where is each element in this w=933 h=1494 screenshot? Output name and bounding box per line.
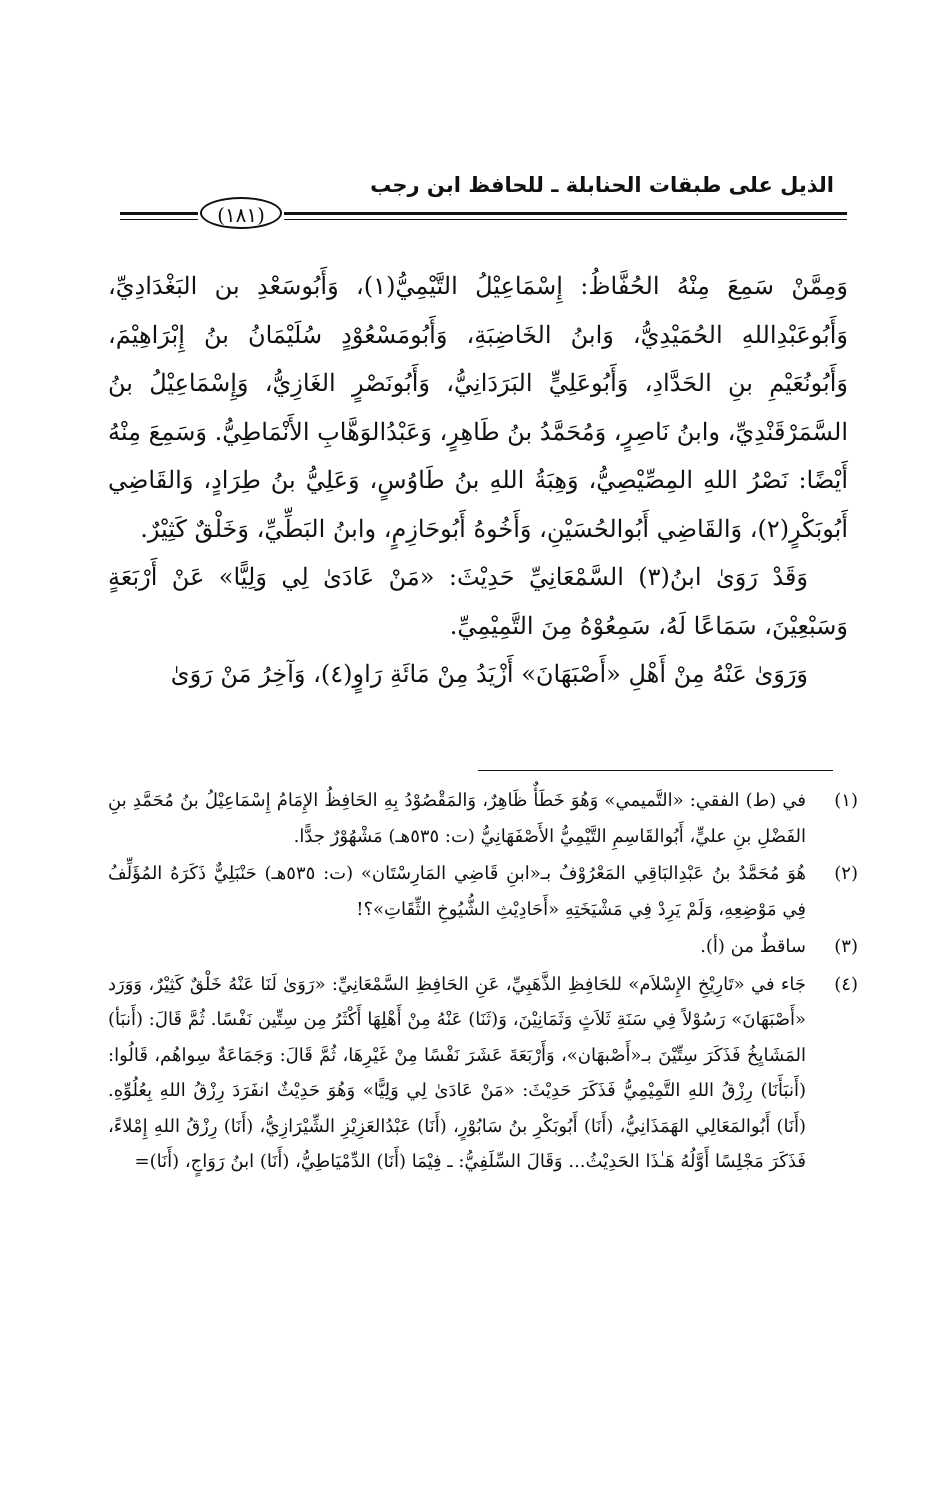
header-rule-thin-right: [284, 219, 847, 220]
footnote: [108, 929, 858, 965]
header-rule-thick-left: [120, 212, 198, 215]
footnote: [108, 856, 858, 927]
footnote-text: في (ط) الفقي: «التَّميمي» وَهُوَ خَطَأٌ ظَاهِرٌ، وَالمَقْصُوْدُ بِهِ الحَافِظُ الإِمَامُ إِسْمَاعِيْلُ بنُ مُحَمَّدِ بنِ الفَضْلِ بنِ عليٍّ، أَبُوالقَاسِمِ التَّيْمِيُّ الأَصْفَهَانِيُّ (ت: ٥٣٥هـ) مَشْهُوْرٌ جدًّا.: [108, 790, 806, 847]
footnote-text: جَاء في «تَارِيْخِ الإِسْلاَم» للحَافِظِ الذَّهَبِيِّ، عَنِ الحَافِظِ السَّمْعَانِيِّ: «رَوَىٰ لَنَا عَنْهُ خَلْقٌ كَثِيْرٌ، وَوَرَد «أَصْبَهَانَ» رَسُوْلاً فِي سَنَةِ ثَلاَثٍ وَثَمَانِيْنَ، وَ(ثَنَا) عَنْهُ مِنْ أَهْلِهَا أَكْثَرُ مِن سِتِّين نَفْسًا. ثُمَّ قَالَ: (أَنبَأ) المَشَايِخُ فَذَكَرَ سِتِّيْنَ بـ«أَصْبهَان»، وَأَرْبَعَةَ عَشَرَ نَفْسًا مِنْ غَيْرِهَا، ثُمَّ قَالَ: وَجَمَاعَةٌ سِواهُم، قَالُوا: (أَنبَأَنَا) رِزْقُ اللهِ التَّمِيْمِيُّ فَذَكَرَ حَدِيْثَ: «مَنْ عَادَىٰ لِي وَلِيًّا» وَهُوَ حَدِيْثٌ انفَرَدَ رِزْقُ اللهِ بِعُلُوِّهِ. (أَنَا) أَبُوالمَعَالِي الهَمَذَانِيُّ، (أَنَا) أَبُوبَكْرِ بنُ سَابُوْرٍ، (أَنَا) عَبْدُالعَزِيْزِ الشِّيْرَازِيُّ، (أَنَا) رِزْقُ اللهِ إِمْلاءً، فَذَكَرَ مَجْلِسًا أَوَّلُهُ هَـٰذَا الحَدِيْثُ... وَقَالَ السِّلَفِيُّ: ـ فِيْمَا (أَنَا) الدِّمْيَاطِيُّ، (أَنَا) ابنُ رَوَاجٍ، (أَنَا)=: [108, 973, 806, 1172]
header-rule-thick-right: [284, 212, 847, 215]
footnote-number: (٢): [834, 863, 858, 884]
footnotes: [108, 783, 858, 1180]
footnote-text: هُوَ مُحَمَّدُ بنُ عَبْدِالبَاقِي المَعْرُوْفُ بـ«ابنِ قَاضِي المَارِسْتَان» (ت: ٥٣٥هـ) حَنْبَلِيٌّ ذَكَرَهُ المُؤَلِّفُ فِي مَوْضِعِهِ، وَلَمْ يَرِدْ فِي مَشْيَخَتِهِ «أَحَادِيْثِ الشُّيُوخِ الثِّقَاتِ»؟!: [108, 863, 806, 920]
running-title: الذيل على طبقات الحنابلة ـ للحافظ ابن رجب: [370, 173, 834, 197]
main-text: [108, 262, 848, 699]
footnote-separator: [478, 770, 833, 771]
footnote-text: ساقطٌ من (أ).: [700, 936, 806, 957]
paragraph: وَمِمَّنْ سَمِعَ مِنْهُ الحُفَّاظُ: إِسْمَاعِيْلُ التَّيْمِيُّ(١)، وَأَبُوسَعْدِ بن البَغْدَادِيِّ، وَأَبُوعَبْدِاللهِ الحُمَيْدِيُّ، وَابنُ الخَاضِبَةِ، وَأَبُومَسْعُوْدٍ سُلَيْمَانُ بنُ إِبْرَاهِيْمَ، وَأَبُونُعَيْمِ بنِ الحَدَّادِ، وَأَبُوعَلِيٍّ البَرَدَانِيُّ، وَأَبُونَصْرٍ الغَازِيُّ، وَإِسْمَاعِيْلُ بنُ السَّمَرْقَنْدِيِّ، وابنُ نَاصِرٍ، وَمُحَمَّدُ بنُ طَاهِرٍ، وَعَبْدُالوَهَّابِ الأَنْمَاطِيُّ. وَسَمِعَ مِنْهُ أَيْضًا: نَصْرُ اللهِ المِصِّيْصِيُّ، وَهِبَةُ اللهِ بنُ طَاوُسٍ، وَعَلِيُّ بنُ طِرَادٍ، وَالقَاضِي أَبُوبَكْرٍ(٢)، وَالقَاضِي أَبُوالحُسَيْنِ، وَأَخُوهُ أَبُوحَازِمٍ، وابنُ البَطِّيِّ، وَخَلْقٌ كَثِيْرٌ.: [108, 272, 849, 543]
footnote: [108, 783, 858, 854]
footnote-number: (١): [834, 790, 858, 811]
paragraph: وَرَوَىٰ عَنْهُ مِنْ أَهْلِ «أَصْبَهَانَ» أَزْيَدُ مِنْ مَائَةِ رَاوٍ(٤)، وَآخِرُ مَنْ رَوَىٰ: [170, 660, 808, 688]
page-number: (١٨١): [200, 197, 282, 229]
header-rule-thin-left: [120, 219, 198, 220]
footnote-number: (٣): [834, 936, 858, 957]
paragraph: وَقَدْ رَوَىٰ ابنُ(٣) السَّمْعَانِيِّ حَدِيْثَ: «مَنْ عَادَىٰ لِي وَلِيًّا» عَنْ أَرْبَعَةٍ وَسَبْعِيْنَ، سَمَاعًا لَهُ، سَمِعُوْهُ مِنَ التَّمِيْمِيِّ.: [108, 563, 848, 640]
footnote: [108, 967, 858, 1180]
footnote-number: (٤): [834, 973, 858, 995]
